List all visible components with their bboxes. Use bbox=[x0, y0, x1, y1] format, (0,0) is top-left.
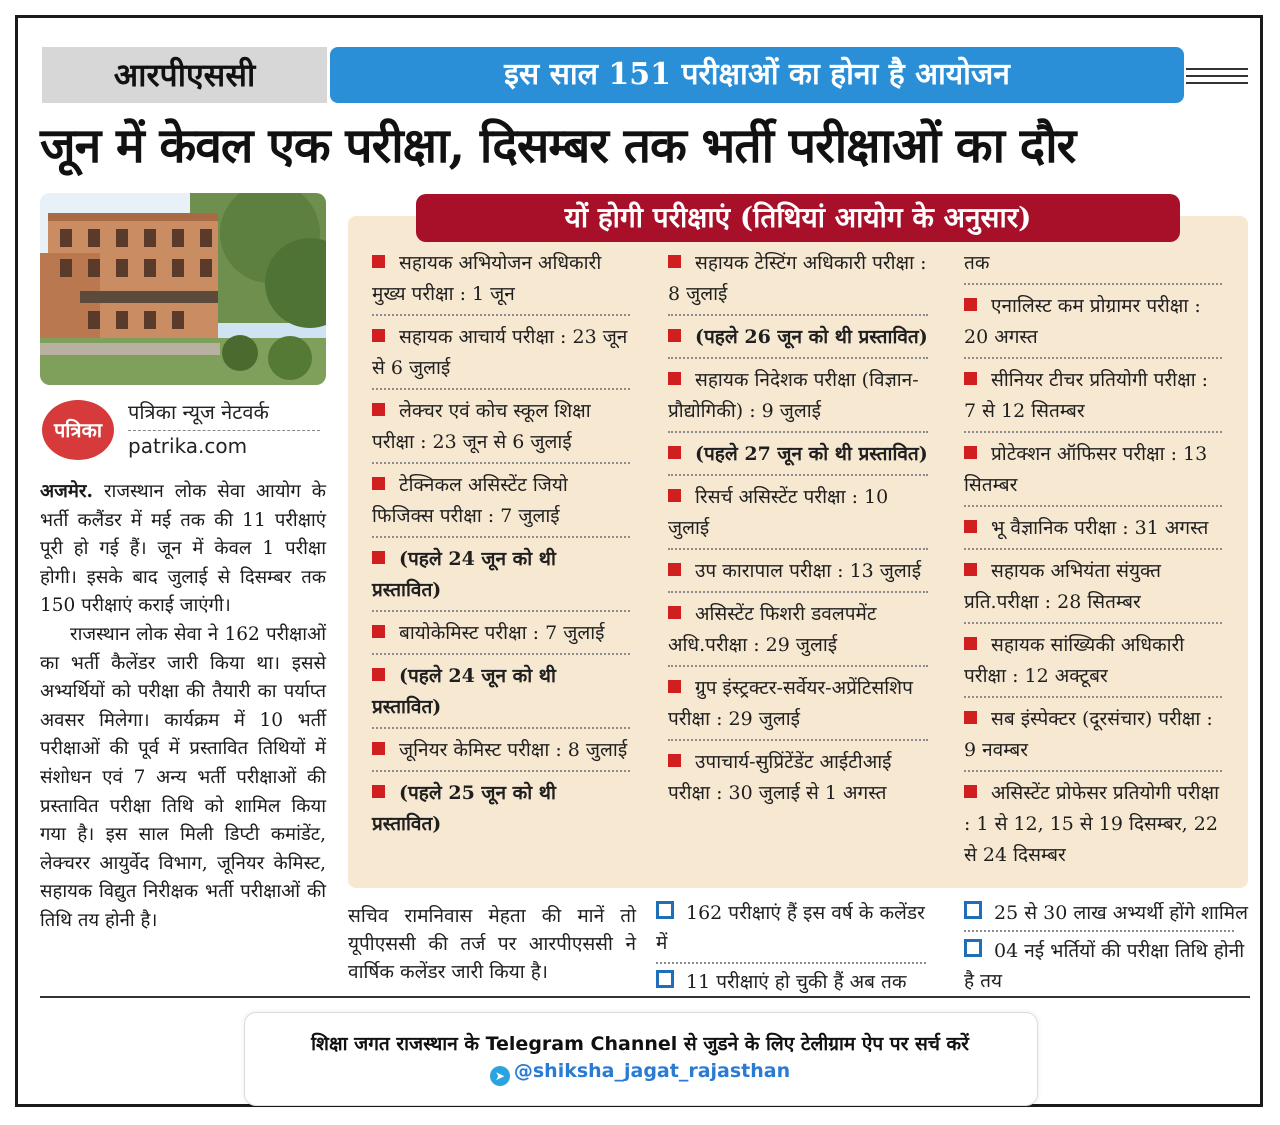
exam-column-2 bbox=[668, 248, 928, 819]
stat-divider bbox=[656, 962, 926, 964]
red-bullet-icon bbox=[964, 298, 977, 311]
red-bullet-icon bbox=[372, 329, 385, 342]
exam-item: रिसर्च असिस्टेंट परीक्षा : 10 जुलाई bbox=[668, 482, 928, 550]
red-bullet-icon bbox=[372, 403, 385, 416]
red-bullet-icon bbox=[668, 372, 681, 385]
exam-item: (पहले 24 जून को थी प्रस्तावित) bbox=[372, 661, 630, 729]
red-bullet-icon bbox=[372, 785, 385, 798]
red-bullet-icon bbox=[668, 754, 681, 767]
red-bullet-icon bbox=[668, 680, 681, 693]
telegram-promo-text: शिक्षा जगत राजस्थान के Telegram Channel से जुडने के लिए टेलीग्राम ऐप पर सर्च करें bbox=[311, 1033, 969, 1055]
story-body bbox=[40, 478, 326, 936]
main-headline: जून में केवल एक परीक्षा, दिसम्बर तक भर्ती परीक्षाओं का दौर bbox=[40, 118, 1076, 174]
exam-item: सहायक टेस्टिंग अधिकारी परीक्षा : 8 जुलाई bbox=[668, 248, 928, 316]
red-bullet-icon bbox=[668, 489, 681, 502]
exam-item: (पहले 26 जून को थी प्रस्तावित) bbox=[668, 322, 928, 359]
exam-item: उपाचार्य-सुप्रिंटेंडेंट आईटीआई परीक्षा : 30 जुलाई से 1 अगस्त bbox=[668, 751, 892, 804]
telegram-promo-box bbox=[244, 1012, 1038, 1106]
rpsc-building-photo bbox=[40, 193, 326, 385]
stat-divider bbox=[964, 930, 1234, 932]
exam-item: सीनियर टीचर प्रतियोगी परीक्षा : 7 से 12 सितम्बर bbox=[964, 365, 1222, 433]
exam-column-3 bbox=[964, 248, 1222, 881]
exam-item: टेक्निकल असिस्टेंट जियो फिजिक्स परीक्षा : 7 जुलाई bbox=[372, 470, 630, 538]
exam-item: सहायक अभियंता संयुक्त प्रति.परीक्षा : 28 सितम्बर bbox=[964, 556, 1222, 624]
stat-item: 25 से 30 लाख अभ्यर्थी होंगे शामिल bbox=[964, 898, 1248, 928]
story-paragraph-1: राजस्थान लोक सेवा आयोग के भर्ती कलैंडर में मई तक की 11 परीक्षाएं पूरी हो गई हैं। जून में केवल 1 परीक्षा होगी। इसके बाद जुलाई से दिसम्बर तक 150 परीक्षाएं कराई जाएंगी। bbox=[40, 481, 326, 617]
red-bullet-icon bbox=[372, 477, 385, 490]
story-dateline: अजमेर. bbox=[40, 481, 93, 502]
exam-item: सहायक निदेशक परीक्षा (विज्ञान-प्रौद्योगिकी) : 9 जुलाई bbox=[668, 365, 928, 433]
checkbox-icon bbox=[964, 939, 982, 957]
red-bullet-icon bbox=[372, 668, 385, 681]
top-banner: इस साल 151 परीक्षाओं का होना है आयोजन bbox=[330, 47, 1184, 103]
checkbox-icon bbox=[656, 901, 674, 919]
red-bullet-icon bbox=[668, 446, 681, 459]
red-bullet-icon bbox=[964, 520, 977, 533]
red-bullet-icon bbox=[668, 606, 681, 619]
story-paragraph-2: राजस्थान लोक सेवा ने 162 परीक्षाओं का भर्ती कैलेंडर जारी किया था। इससे अभ्यर्थियों को परीक्षा की तैयारी का पर्याप्त अवसर मिलेगा। कार्यक्रम में 10 भर्ती परीक्षाओं की पूर्व में प्रस्तावित तिथियों में संशोधन एवं 7 अन्य भर्ती परीक्षाओं की प्रस्तावित परीक्षा तिथि को शामिल किया गया है। इस साल मिली डिप्टी कमांडेंट, लेक्चरर आयुर्वेद विभाग, जूनियर केमिस्ट, सहायक विद्युत निरीक्षक भर्ती परीक्षाओं की तिथि तय होनी है। bbox=[40, 623, 326, 931]
red-bullet-icon bbox=[964, 446, 977, 459]
exam-item: एनालिस्ट कम प्रोग्रामर परीक्षा : 20 अगस्त bbox=[964, 291, 1222, 359]
red-bullet-icon bbox=[372, 255, 385, 268]
exam-item: जूनियर केमिस्ट परीक्षा : 8 जुलाई bbox=[372, 735, 630, 772]
exam-item: भू वैज्ञानिक परीक्षा : 31 अगस्त bbox=[964, 513, 1222, 550]
red-bullet-icon bbox=[668, 255, 681, 268]
red-bullet-icon bbox=[668, 329, 681, 342]
exam-schedule-title: यों होगी परीक्षाएं (तिथियां आयोग के अनुसार) bbox=[416, 194, 1180, 242]
section-kicker: आरपीएससी bbox=[42, 47, 327, 103]
exam-item: बायोकेमिस्ट परीक्षा : 7 जुलाई bbox=[372, 618, 630, 655]
bottom-rule bbox=[40, 996, 1250, 998]
red-bullet-icon bbox=[372, 742, 385, 755]
exam-column-1 bbox=[372, 248, 630, 850]
red-bullet-icon bbox=[372, 625, 385, 638]
exam-item: सहायक आचार्य परीक्षा : 23 जून से 6 जुलाई bbox=[372, 322, 630, 390]
exam-item: प्रोटेक्शन ऑफिसर परीक्षा : 13 सितम्बर bbox=[964, 439, 1222, 507]
exam-item: (पहले 24 जून को थी प्रस्तावित) bbox=[372, 544, 630, 612]
stat-item: 162 परीक्षाएं हैं इस वर्ष के कलेंडर में bbox=[656, 902, 925, 954]
telegram-handle-link[interactable]: ➤ @shiksha_jagat_rajasthan bbox=[244, 1060, 1036, 1086]
patrika-logo: पत्रिका bbox=[42, 400, 114, 460]
red-bullet-icon bbox=[964, 711, 977, 724]
secretary-quote: सचिव रामनिवास मेहता की मानें तो यूपीएससी की तर्ज पर आरपीएससी ने वार्षिक कलेंडर जारी किया है। bbox=[348, 905, 636, 983]
exam-item: सहायक अभियोजन अधिकारी मुख्य परीक्षा : 1 जून bbox=[372, 248, 630, 316]
exam-item: लेक्चर एवं कोच स्कूल शिक्षा परीक्षा : 23 जून से 6 जुलाई bbox=[372, 396, 630, 464]
exam-item: सहायक सांख्यिकी अधिकारी परीक्षा : 12 अक्टूबर bbox=[964, 630, 1222, 698]
exam-item: सब इंस्पेक्टर (दूरसंचार) परीक्षा : 9 नवम्बर bbox=[964, 704, 1222, 772]
exam-item: (पहले 27 जून को थी प्रस्तावित) bbox=[668, 439, 928, 476]
red-bullet-icon bbox=[964, 785, 977, 798]
exam-item-continuation: तक bbox=[964, 248, 1222, 285]
telegram-icon: ➤ bbox=[490, 1066, 510, 1086]
exam-item: ग्रुप इंस्ट्रक्टर-सर्वेयर-अप्रेंटिसशिप परीक्षा : 29 जुलाई bbox=[668, 673, 928, 741]
red-bullet-icon bbox=[964, 563, 977, 576]
exam-item: (पहले 25 जून को थी प्रस्तावित) bbox=[372, 782, 556, 835]
checkbox-icon bbox=[656, 970, 674, 988]
exam-item: उप कारापाल परीक्षा : 13 जुलाई bbox=[668, 556, 928, 593]
red-bullet-icon bbox=[668, 563, 681, 576]
red-bullet-icon bbox=[964, 637, 977, 650]
exam-item: असिस्टेंट फिशरी डवलपमेंट अधि.परीक्षा : 29 जुलाई bbox=[668, 599, 928, 667]
decorative-rules bbox=[1186, 68, 1248, 84]
byline-divider bbox=[128, 430, 320, 431]
checkbox-icon bbox=[964, 901, 982, 919]
byline-network: पत्रिका न्यूज नेटवर्क bbox=[128, 400, 269, 424]
red-bullet-icon bbox=[372, 551, 385, 564]
stat-item: 11 परीक्षाएं हो चुकी हैं अब तक bbox=[656, 967, 936, 997]
stat-item: 04 नई भर्तियों की परीक्षा तिथि होनी है तय bbox=[964, 940, 1245, 992]
exam-item: असिस्टेंट प्रोफेसर प्रतियोगी परीक्षा : 1 से 12, 15 से 19 दिसम्बर, 22 से 24 दिसम्बर bbox=[964, 782, 1220, 866]
byline-site: patrika.com bbox=[128, 434, 248, 458]
red-bullet-icon bbox=[964, 372, 977, 385]
